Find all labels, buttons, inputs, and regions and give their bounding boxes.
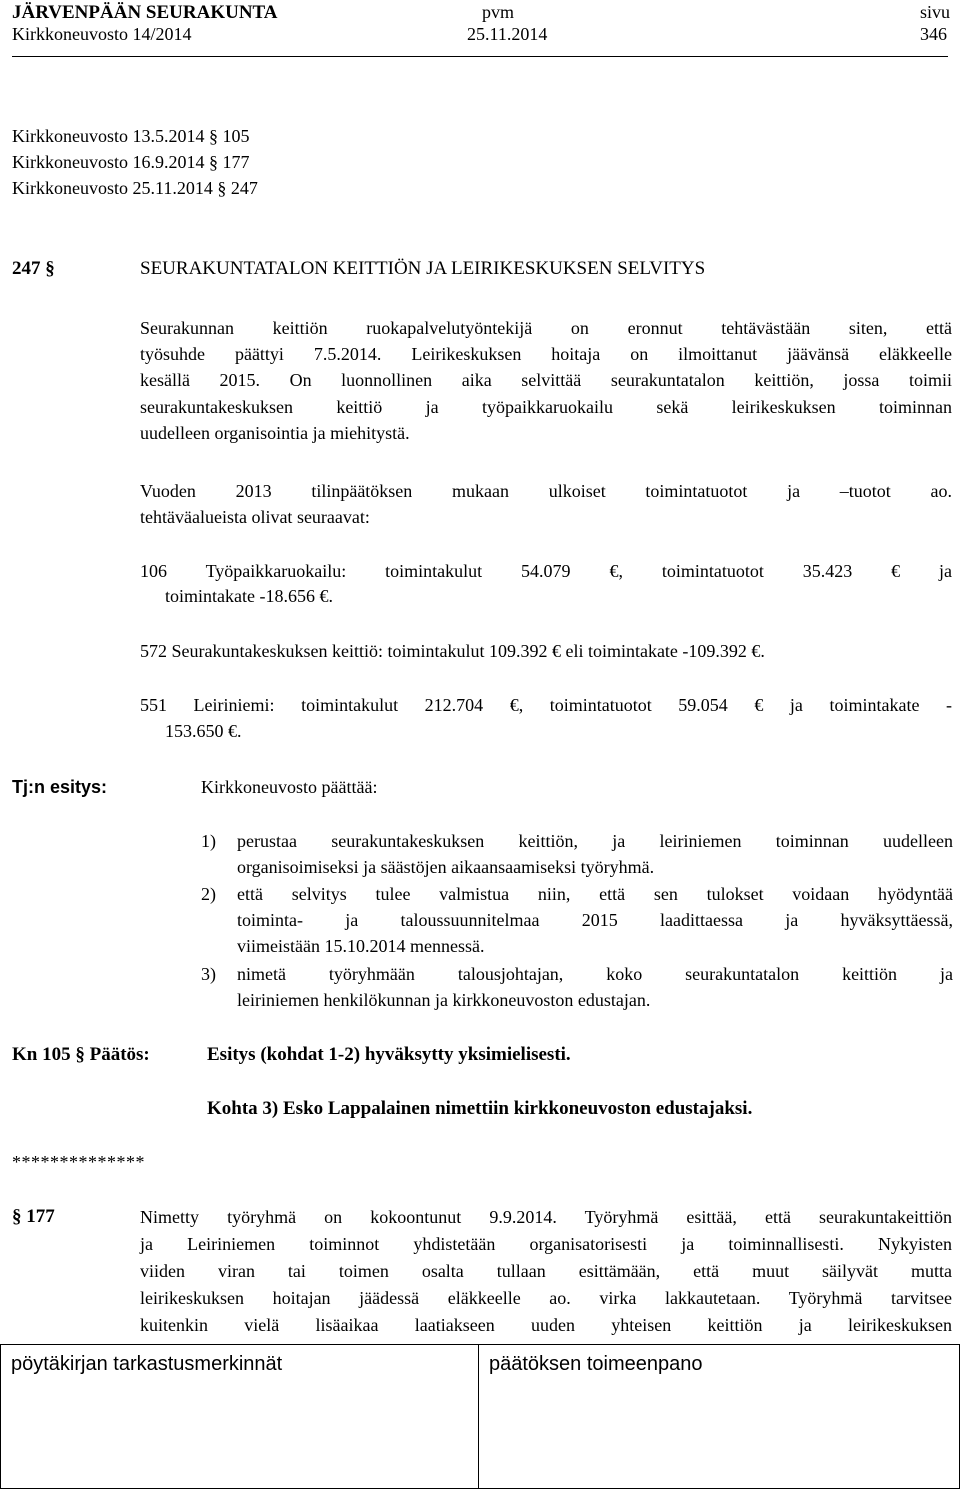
history-line: Kirkkoneuvosto 25.11.2014 § 247: [12, 178, 258, 198]
header-pvm-label: pvm: [482, 2, 515, 22]
proposal-intro: Kirkkoneuvosto päättää:: [201, 777, 378, 797]
header-meeting: Kirkkoneuvosto 14/2014: [12, 24, 192, 44]
header-sivu-label: sivu: [920, 2, 951, 22]
decision-note: Kohta 3) Esko Lappalainen nimettiin kirkkoneuvoston edustajaksi.: [207, 1098, 753, 1119]
section-177-line: kuitenkin vielä lisäaikaa laatiakseen uuden yhteisen keittiön ja leirikeskuksen: [140, 1315, 952, 1335]
proposal-label: Tj:n esitys:: [12, 777, 108, 797]
footer-box: [0, 1344, 960, 1489]
cost-item-line: 572 Seurakuntakeskuksen keittiö: toimintakulut 109.392 € eli toimintakate -109.392 €.: [140, 641, 765, 661]
section-title: SEURAKUNTATALON KEITTIÖN JA LEIRIKESKUKSEN SELVITYS: [140, 258, 706, 279]
proposal-item-line: organisoimiseksi ja säästöjen aikaansaamiseksi työryhmä.: [237, 857, 655, 877]
proposal-item-line: toiminta- ja taloussuunnitelmaa 2015 laadittaessa ja hyväksyttäessä,: [237, 910, 953, 930]
cost-item-line: toimintakate -18.656 €.: [165, 586, 333, 606]
intro-line: työsuhde päättyi 7.5.2014. Leirikeskuksen hoitaja on ilmoittanut jäävänsä eläkkeelle: [140, 344, 952, 364]
section-177-line: Nimetty työryhmä on kokoontunut 9.9.2014. Työryhmä esittää, että seurakuntakeittiön: [140, 1207, 952, 1227]
intro-line: seurakuntakeskuksen keittiö ja työpaikkaruokailu sekä leirikeskuksen toiminnan: [140, 397, 952, 417]
section-177-number: § 177: [12, 1206, 55, 1227]
history-line: Kirkkoneuvosto 13.5.2014 § 105: [12, 126, 250, 146]
proposal-item-number: 3): [201, 964, 216, 984]
proposal-item-line: leiriniemen henkilökunnan ja kirkkoneuvoston edustajan.: [237, 990, 651, 1010]
cost-item-line: 551 Leiriniemi: toimintakulut 212.704 €, toimintatuotot 59.054 € ja toimintakate -: [140, 695, 952, 715]
intro-line: kesällä 2015. On luonnollinen aika selvittää seurakuntatalon keittiön, jossa toimii: [140, 370, 952, 390]
budget-line: tehtäväalueista olivat seuraavat:: [140, 507, 370, 527]
header-org: JÄRVENPÄÄN SEURAKUNTA: [12, 2, 278, 23]
decision-label: Kn 105 § Päätös:: [12, 1044, 150, 1065]
intro-line: Seurakunnan keittiön ruokapalvelutyöntekijä on eronnut tehtävästään siten, että: [140, 318, 952, 338]
footer-divider: [478, 1345, 479, 1488]
cost-item-line: 106 Työpaikkaruokailu: toimintakulut 54.079 €, toimintatuotot 35.423 € ja: [140, 561, 952, 581]
budget-line: Vuoden 2013 tilinpäätöksen mukaan ulkoiset toimintatuotot ja –tuotot ao.: [140, 481, 952, 501]
proposal-item-line: nimetä työryhmään talousjohtajan, koko seurakuntatalon keittiön ja: [237, 964, 953, 984]
separator: **************: [12, 1152, 145, 1172]
header-date: 25.11.2014: [467, 24, 548, 44]
section-177-line: leirikeskuksen hoitajan jäädessä eläkkeelle ao. virka lakkautetaan. Työryhmä tarvitsee: [140, 1288, 952, 1308]
header-page-number: 346: [920, 24, 947, 44]
history-line: Kirkkoneuvosto 16.9.2014 § 177: [12, 152, 250, 172]
footer-left-label: pöytäkirjan tarkastusmerkinnät: [11, 1353, 283, 1375]
proposal-item-line: perustaa seurakuntakeskuksen keittiön, ja leiriniemen toiminnan uudelleen: [237, 831, 953, 851]
intro-line: uudelleen organisointia ja miehitystä.: [140, 423, 410, 443]
section-177-line: viiden viran tai toimen osalta tullaan esittämään, että muut säilyvät mutta: [140, 1261, 952, 1281]
proposal-item-number: 1): [201, 831, 216, 851]
header-rule: [12, 56, 948, 57]
proposal-item-line: viimeistään 15.10.2014 mennessä.: [237, 936, 485, 956]
proposal-item-line: että selvitys tulee valmistua niin, että sen tulokset voidaan hyödyntää: [237, 884, 953, 904]
section-177-line: ja Leiriniemen toiminnot yhdistetään organisatorisesti ja toiminnallisesti. Nykyisten: [140, 1234, 952, 1254]
proposal-item-number: 2): [201, 884, 216, 904]
section-number: 247 §: [12, 258, 55, 279]
decision-text: Esitys (kohdat 1-2) hyväksytty yksimielisesti.: [207, 1044, 571, 1065]
footer-right-label: päätöksen toimeenpano: [489, 1353, 703, 1375]
cost-item-line: 153.650 €.: [165, 721, 242, 741]
